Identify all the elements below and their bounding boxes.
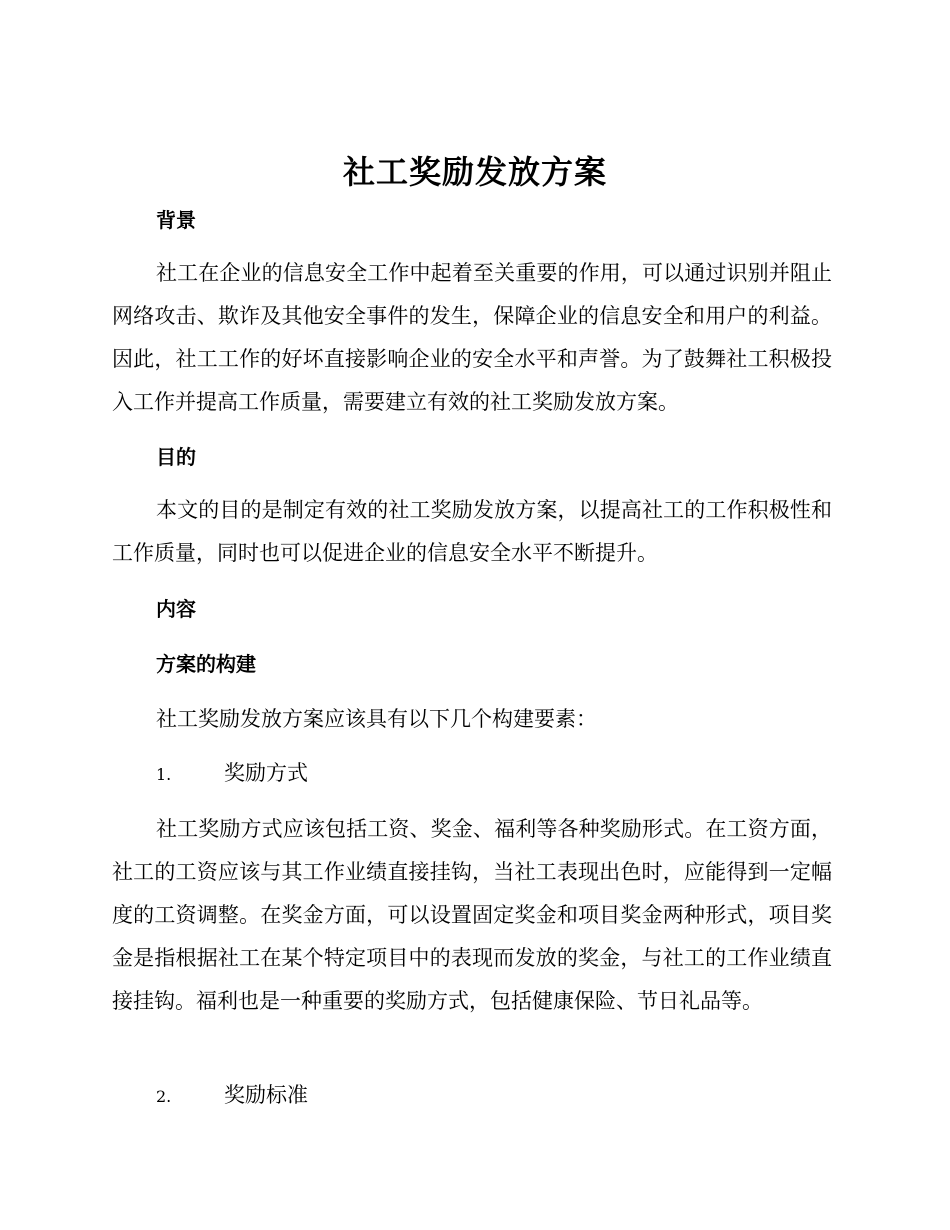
section-heading-construction: 方案的构建 [156,652,256,676]
paragraph-reward-method: 社工奖励方式应该包括工资、奖金、福利等各种奖励形式。在工资方面，社工的工资应该与其工作业绩直接挂钩，当社工表现出色时，应能得到一定幅度的工资调整。在奖金方面，可以设置固定奖金和项目奖金两种形式，项目奖金是指根据社工在某个特定项目中的表现而发放的奖金，与社工的工作业绩直接挂钩。福利也是一种重要的奖励方式，包括健康保险、节日礼品等。 [112,817,832,1013]
list-item-label: 奖励标准 [224,1083,308,1107]
list-item-label: 奖励方式 [224,761,308,785]
section-heading-purpose: 目的 [156,445,196,469]
section-heading-content: 内容 [156,597,196,621]
paragraph-construction-intro: 社工奖励发放方案应该具有以下几个构建要素： [156,707,597,731]
section-heading-background: 背景 [156,208,196,232]
paragraph-background: 社工在企业的信息安全工作中起着至关重要的作用，可以通过识别并阻止网络攻击、欺诈及其他安全事件的发生，保障企业的信息安全和用户的利益。因此，社工工作的好坏直接影响企业的安全水平和声誉。为了鼓舞社工积极投入工作并提高工作质量，需要建立有效的社工奖励发放方案。 [112,261,832,414]
document-title: 社工奖励发放方案 [342,153,607,191]
list-item-1 [156,758,308,790]
list-item-number: 1. [156,765,172,784]
paragraph-purpose: 本文的目的是制定有效的社工奖励发放方案，以提高社工的工作积极性和工作质量，同时也可以促进企业的信息安全水平不断提升。 [112,498,832,565]
list-item-number: 2. [156,1087,172,1106]
list-item-2 [156,1080,308,1112]
